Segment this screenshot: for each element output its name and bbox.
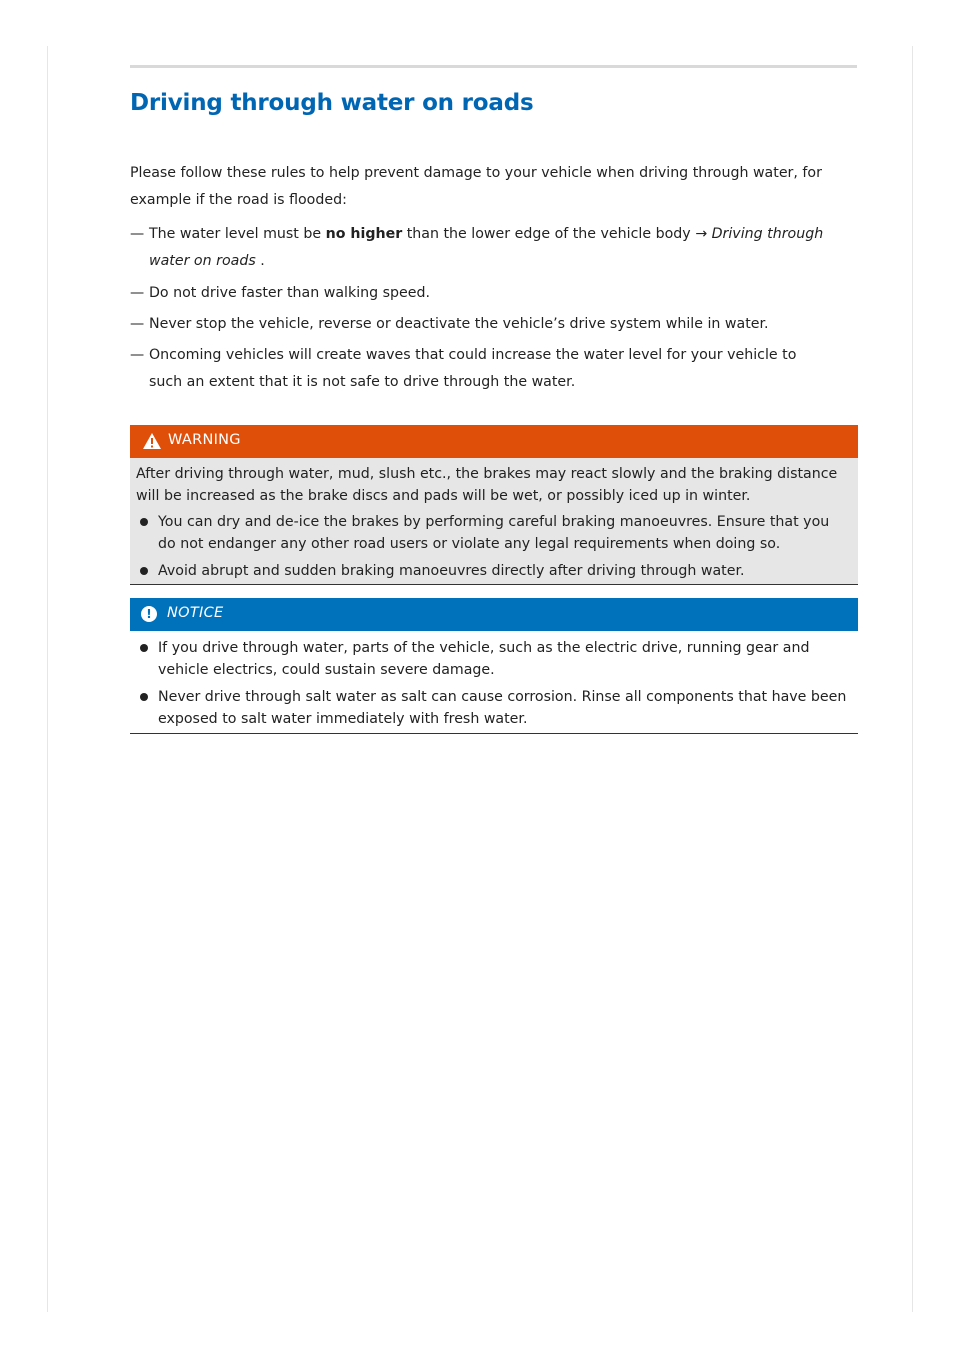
dash-marker: — <box>130 347 145 363</box>
notice-bullet <box>140 686 850 730</box>
arrow-right-icon: → <box>695 226 708 242</box>
warning-text: After driving through water, mud, slush etc., the brakes may react slowly and the braking distance will be increased as the brake discs and pads will be wet, or possibly iced up in winter. <box>136 466 838 504</box>
dash-marker: — <box>130 226 145 242</box>
warning-triangle-icon <box>142 432 162 450</box>
page-margin-line-left <box>47 46 48 1312</box>
rule-text: Never stop the vehicle, reverse or deactivate the vehicle’s drive system while in water. <box>149 316 769 332</box>
bullet-dot-icon <box>140 693 148 701</box>
rule-item-never-stop <box>130 311 860 338</box>
bullet-dot-icon <box>140 644 148 652</box>
rule-text: The water level must be <box>149 226 326 242</box>
warning-bullet-text: Avoid abrupt and sudden braking manoeuvres directly after driving through water. <box>158 563 745 579</box>
page-title: Driving through water on roads <box>130 90 534 116</box>
warning-bullet <box>140 511 850 555</box>
rule-text: Do not drive faster than walking speed. <box>149 285 431 301</box>
page-margin-line-right <box>912 46 913 1312</box>
warning-body <box>130 458 858 585</box>
rule-item-water-level <box>130 221 860 275</box>
dash-marker: — <box>130 316 145 332</box>
cross-reference-link[interactable]: Driving through <box>711 226 824 242</box>
notice-header <box>130 598 858 631</box>
notice-body <box>130 631 858 734</box>
warning-bullet <box>140 560 850 582</box>
warning-bullet-text: You can dry and de-ice the brakes by performing careful braking manoeuvres. Ensure that you do not endanger any other road users or violate any legal requirements when doing so. <box>158 514 830 552</box>
notice-label: NOTICE <box>167 605 224 621</box>
rule-text: . <box>255 253 265 269</box>
notice-bullet <box>140 637 850 681</box>
intro-paragraph: Please follow these rules to help prevent damage to your vehicle when driving through water, for example if the road is flooded: <box>130 165 822 208</box>
rule-text: Oncoming vehicles will create waves that could increase the water level for your vehicle to <box>149 347 797 363</box>
rule-text: than the lower edge of the vehicle body <box>402 226 696 242</box>
dash-marker: — <box>130 285 145 301</box>
rule-text: such an extent that it is not safe to drive through the water. <box>149 374 576 390</box>
rule-item-oncoming <box>130 342 860 396</box>
cross-reference-link[interactable]: water on roads <box>149 253 256 269</box>
notice-bullet-text: If you drive through water, parts of the vehicle, such as the electric drive, running gear and vehicle electrics, could sustain severe damage. <box>158 640 810 678</box>
section-divider <box>130 65 857 68</box>
rule-emphasis: no higher <box>325 226 403 242</box>
warning-label: WARNING <box>168 432 241 448</box>
exclamation-circle-icon: ! <box>141 606 157 622</box>
warning-header <box>130 425 858 458</box>
bullet-dot-icon <box>140 567 148 575</box>
notice-bullet-text: Never drive through salt water as salt can cause corrosion. Rinse all components that have been exposed to salt water immediately with fresh water. <box>158 689 847 727</box>
bullet-dot-icon <box>140 518 148 526</box>
rule-item-speed <box>130 280 860 307</box>
